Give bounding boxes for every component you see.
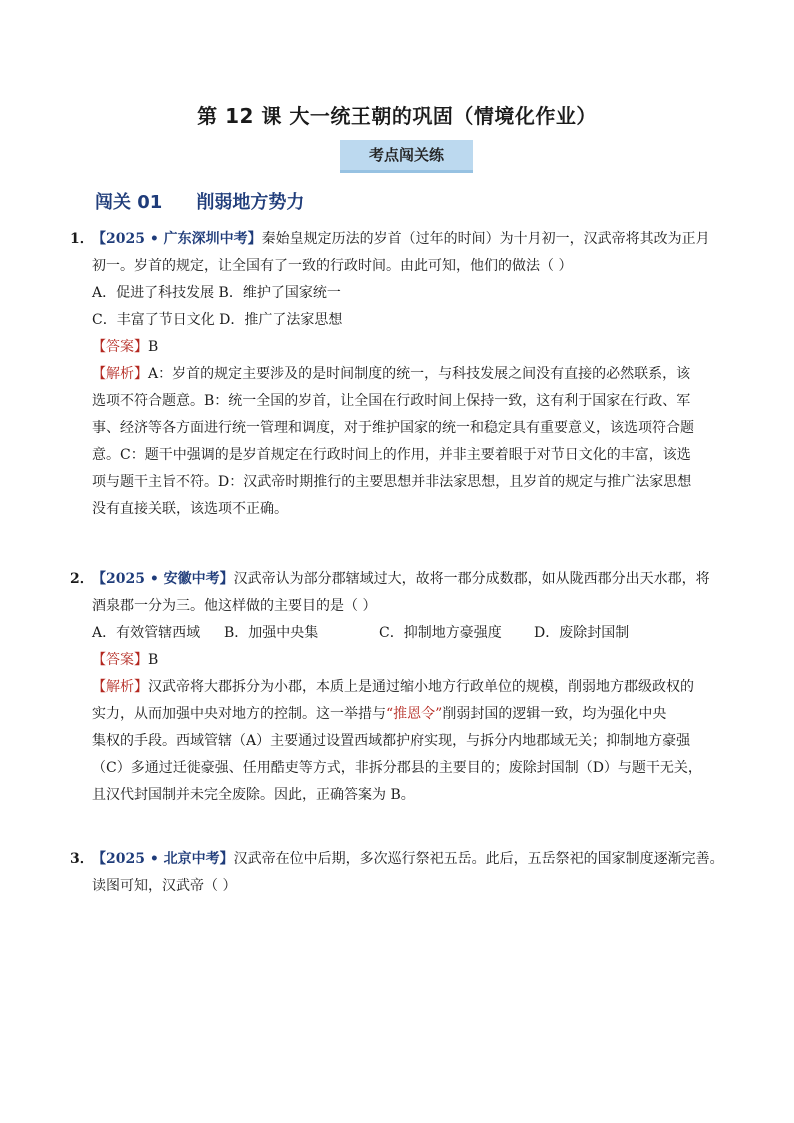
option-d: D．废除封国制	[534, 625, 630, 641]
question-stem-cont: 酒泉郡一分为三。他这样做的主要目的是（ ）	[92, 598, 377, 614]
section-label: 闯关 01	[95, 192, 163, 213]
answer-label: 【答案】	[92, 339, 148, 355]
question-number: 2．	[70, 571, 94, 587]
option-c: C．抑制地方豪强度	[379, 625, 502, 641]
answer-value: B	[148, 339, 159, 355]
question-number: 1．	[70, 231, 94, 247]
question-stem-cont: 读图可知，汉武帝（ ）	[92, 878, 237, 894]
question-stem: 汉武帝认为部分郡辖域过大，故将一郡分成数郡，如从陇西郡分出天水郡，将	[233, 571, 710, 587]
analysis-quote: “推恩令”	[386, 706, 443, 722]
analysis-text: 项与题干主旨不符。D：汉武帝时期推行的主要思想并非法家思想，且岁首的规定与推广法家思想	[92, 474, 692, 490]
analysis-text: 选项不符合题意。B：统一全国的岁首，让全国在行政时间上保持一致，这有利于国家在行政、军	[92, 393, 691, 409]
analysis-text: 汉武帝将大郡拆分为小郡，本质上是通过缩小地方行政单位的规模，削弱地方郡级政权的	[148, 679, 694, 695]
question-stem-cont: 初一。岁首的规定，让全国有了一致的行政时间。由此可知，他们的做法（ ）	[92, 258, 573, 274]
question-source-tag: 【2025 • 广东深圳中考】	[92, 231, 262, 247]
question-source-tag: 【2025 • 北京中考】	[92, 851, 234, 867]
question-2	[70, 566, 730, 809]
answer-value: B	[148, 652, 159, 668]
answer-label: 【答案】	[92, 652, 148, 668]
analysis-text: 削弱封国的逻辑一致，均为强化中央	[442, 706, 667, 722]
section-banner: 考点闯关练	[340, 140, 473, 173]
options-row	[92, 620, 730, 647]
question-stem: 秦始皇规定历法的岁首（过年的时间）为十月初一，汉武帝将其改为正月	[261, 231, 710, 247]
question-stem: 汉武帝在位中后期，多次巡行祭祀五岳。此后，五岳祭祀的国家制度逐渐完善。	[233, 851, 724, 867]
analysis-text: 实力，从而加强中央对地方的控制。这一举措与	[92, 706, 386, 722]
question-number: 3．	[70, 851, 94, 867]
analysis-text: A：岁首的规定主要涉及的是时间制度的统一，与科技发展之间没有直接的必然联系，该	[148, 366, 691, 382]
question-3	[70, 846, 730, 900]
question-1	[70, 226, 730, 523]
page-title: 第 12 课 大一统王朝的巩固（情境化作业）	[197, 104, 597, 128]
options-cd: C．丰富了节日文化 D．推广了法家思想	[92, 312, 343, 328]
section-heading	[95, 188, 304, 214]
analysis-text: 集权的手段。西域管辖（A）主要通过设置西域都护府实现，与拆分内地郡域无关；抑制地方豪强	[92, 733, 691, 749]
analysis-text: （C）多通过迁徙豪强、任用酷吏等方式，非拆分郡县的主要目的；废除封国制（D）与题干无关，	[92, 760, 702, 776]
analysis-text: 且汉代封国制并未完全废除。因此，正确答案为 B。	[92, 787, 415, 803]
analysis-label: 【解析】	[92, 366, 148, 382]
option-a: A．有效管辖西域	[92, 625, 201, 641]
options-ab: A．促进了科技发展 B．维护了国家统一	[92, 285, 341, 301]
option-b: B．加强中央集	[224, 625, 319, 641]
analysis-text: 没有直接关联，该选项不正确。	[92, 501, 288, 517]
section-topic: 削弱地方势力	[196, 192, 305, 213]
question-source-tag: 【2025 • 安徽中考】	[92, 571, 234, 587]
analysis-text: 事、经济等各方面进行统一管理和调度，对于维护国家的统一和稳定具有重要意义，该选项符合题	[92, 420, 694, 436]
analysis-text: 意。C：题干中强调的是岁首规定在行政时间上的作用，并非主要着眼于对节日文化的丰富，该选	[92, 447, 691, 463]
analysis-label: 【解析】	[92, 679, 148, 695]
